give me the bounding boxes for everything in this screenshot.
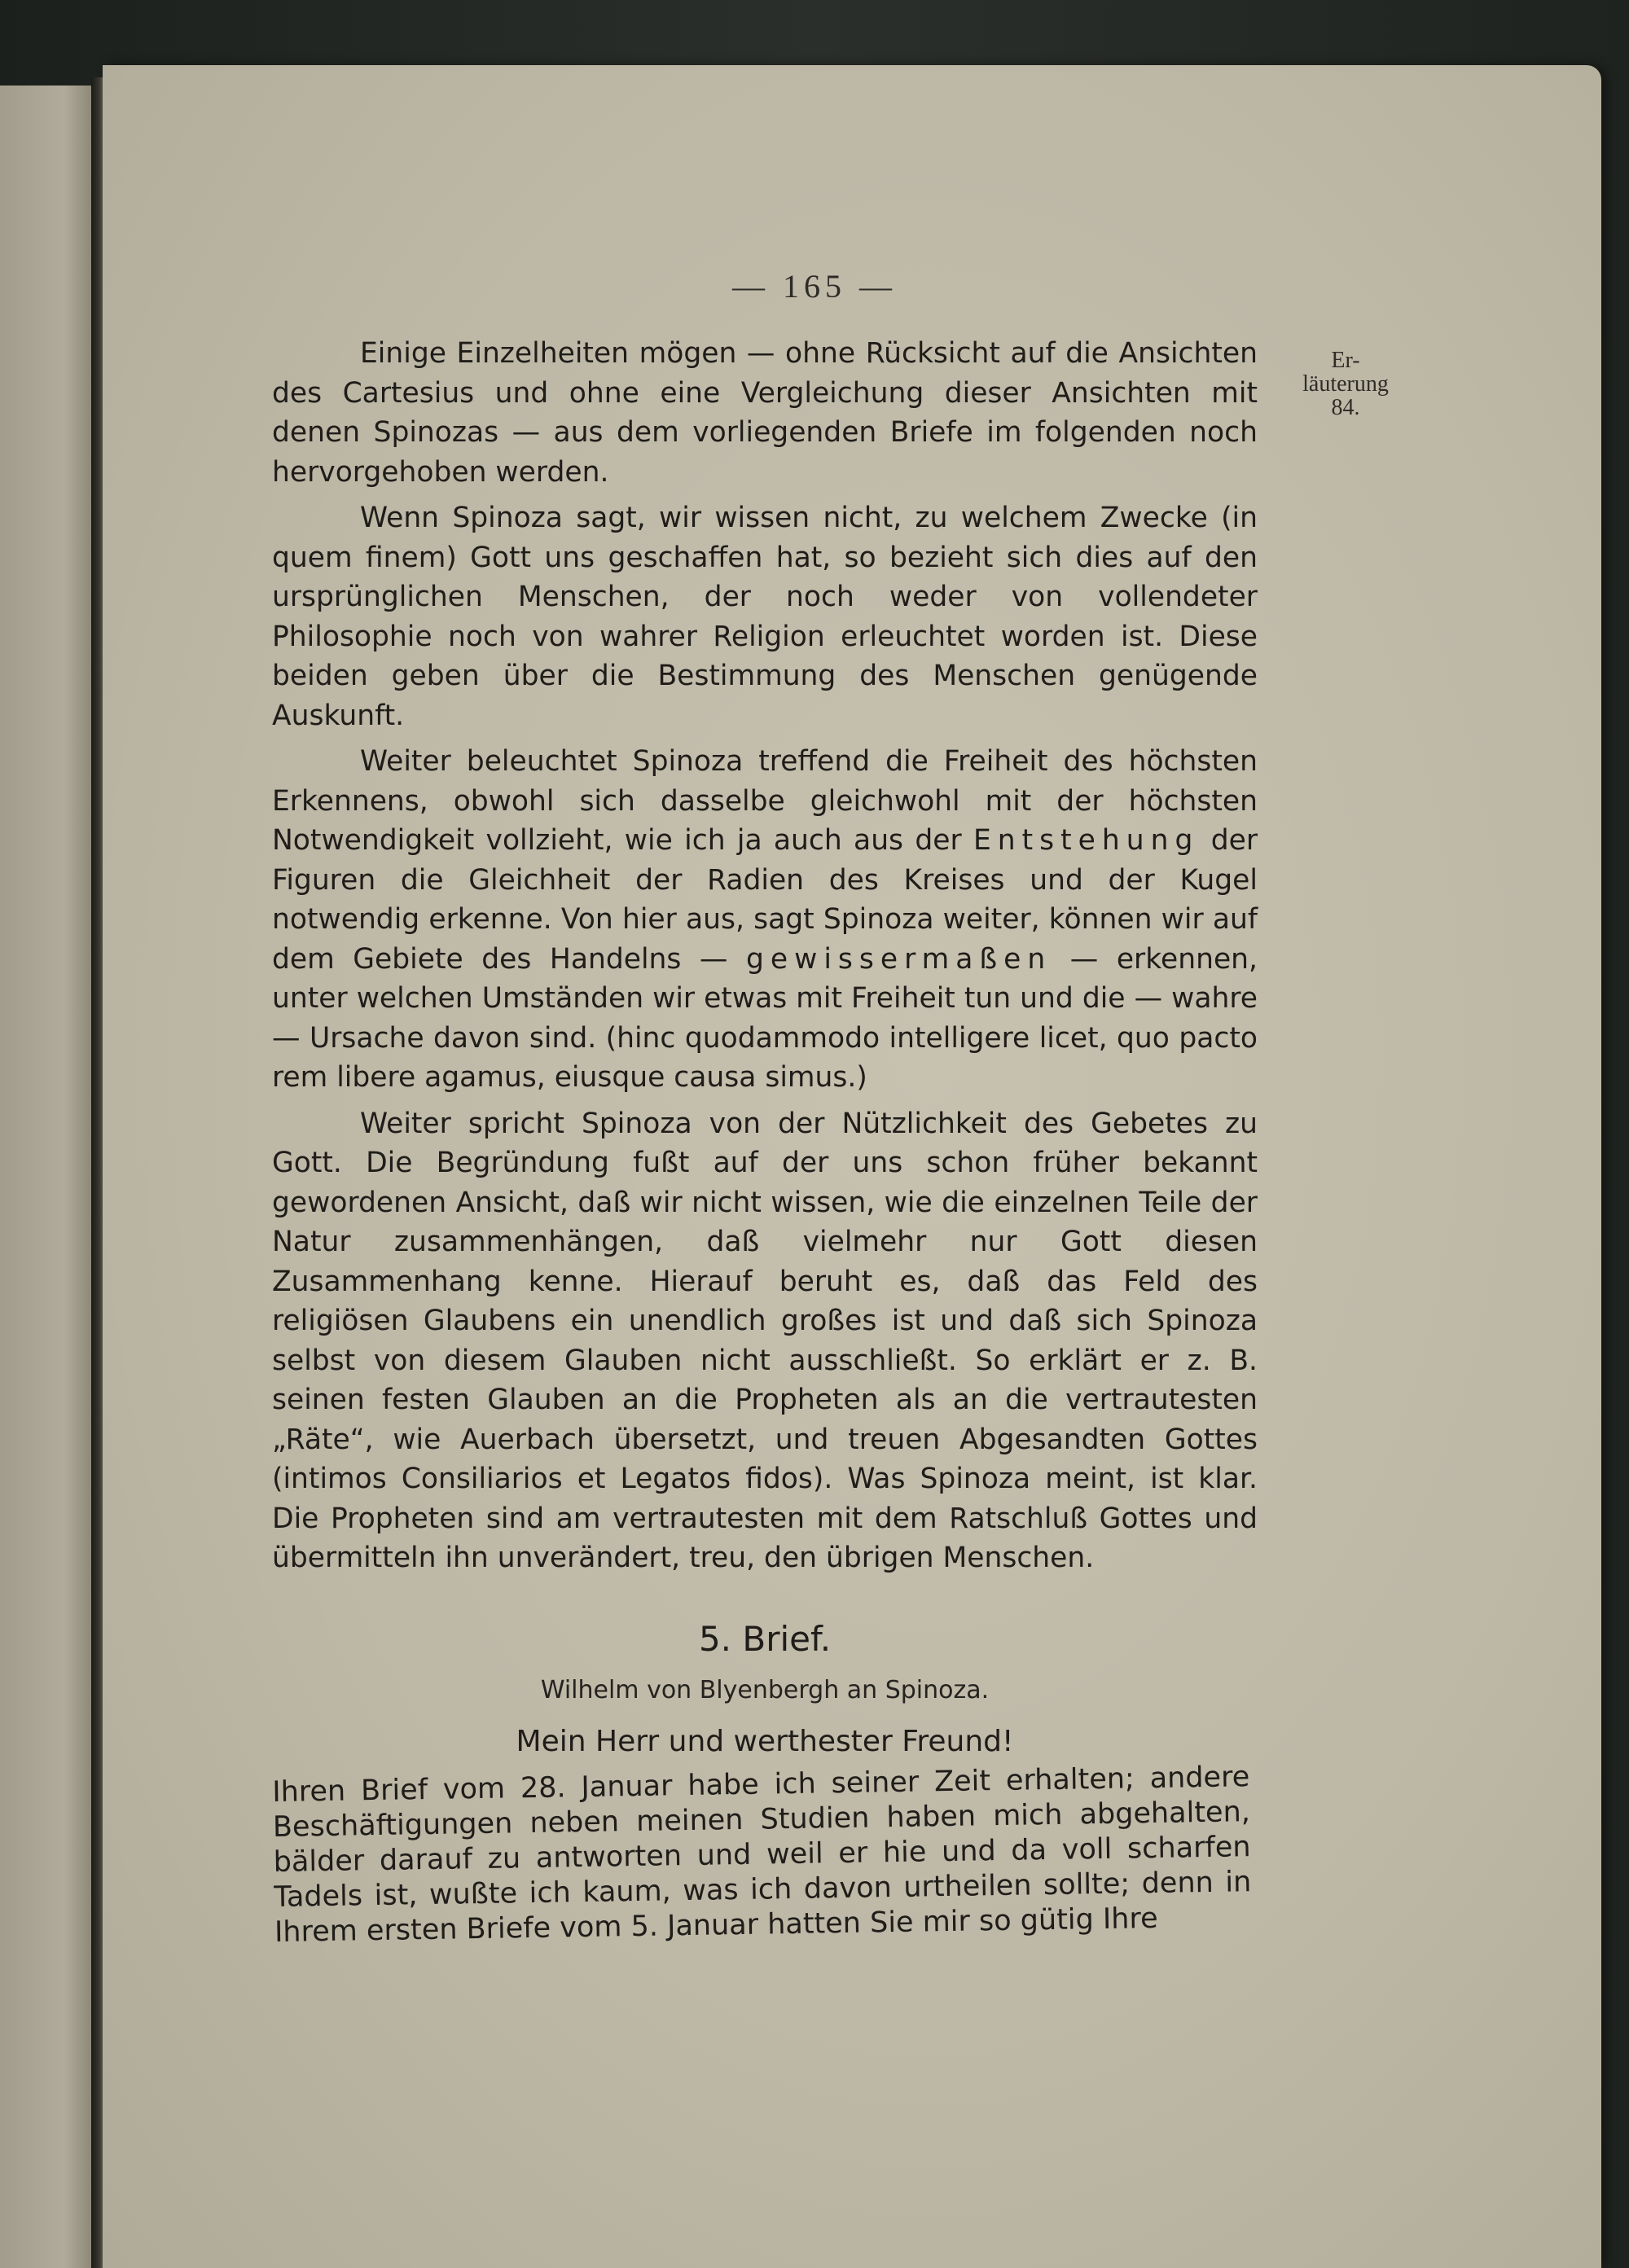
margin-note	[1277, 349, 1414, 419]
paragraph-einzelheiten	[272, 334, 1258, 492]
letter-body	[272, 1760, 1252, 1950]
paragraph-zwecke	[272, 498, 1258, 735]
paragraph-text: Weiter beleuchtet Spinoza treffend die Freiheit des höchsten Erkennens, obwohl sich dasselbe gleichwohl mit der höchsten Notwendigkeit vollzieht, wie ich ja auch aus der	[272, 745, 1258, 857]
page-number: — 165 —	[732, 268, 897, 305]
spaced-emphasis: gewissermaßen	[745, 942, 1052, 976]
margin-note-line: Er-	[1331, 348, 1360, 373]
paragraph-freiheit	[272, 742, 1258, 1098]
margin-note-line: 84.	[1331, 395, 1360, 420]
paragraph-text: — erkennen, unter welchen Umständen wir etwas mit Freiheit tun und die — wahre — Ursache davon sind. (hinc quodammodo intelligere licet, quo pacto rem libere agamus, eiusque causa simus.)	[272, 942, 1258, 1094]
paragraph-text: Einige Einzelheiten mögen — ohne Rücksicht auf die Ansichten des Cartesius und ohne eine Vergleichung dieser Ansichten mit denen Spinozas — aus dem vorliegenden Briefe im folgenden noch hervorgehoben werden.	[272, 337, 1258, 489]
spaced-emphasis: Entstehung	[973, 824, 1200, 857]
paragraph-text: der Figuren die Gleichheit der Radien des Kreises und der Kugel notwendig erkenne. Von hier aus, sagt Spinoza weiter, können wir auf dem Gebiete des Handelns —	[272, 824, 1258, 976]
paragraph-text: Wenn Spinoza sagt, wir wissen nicht, zu welchem Zwecke (in quem finem) Gott uns geschaffen hat, so bezieht sich dies auf den ursprünglichen Menschen, der noch weder von vollendeter Philosophie noch von wahrer Religion erleuchtet worden ist. Diese beiden geben über die Bestimmung des Menschen genügende Auskunft.	[272, 502, 1258, 732]
paragraph-text: Weiter spricht Spinoza von der Nützlichkeit des Gebetes zu Gott. Die Begründung fußt auf der uns schon früher bekannt gewordenen Ansicht, daß wir nicht wissen, wie die einzelnen Teile der Natur zusammenhängen, daß vielmehr nur Gott diesen Zusammenhang kenne. Hierauf beruht es, daß das Feld des religiösen Glaubens ein unendlich großes ist und daß sich Spinoza selbst von diesem Glauben nicht ausschließt. So erklärt er z. B. seinen festen Glauben an die Propheten als an die vertrautesten „Räte“, wie Auerbach übersetzt, und treuen Abgesandten Gottes (intimos Consiliarios et Legatos fidos). Was Spinoza meint, ist klar. Die Propheten sind am vertrautesten mit dem Ratschluß Gottes und übermitteln ihn unverändert, treu, den übrigen Menschen.	[272, 1107, 1258, 1574]
letter-paragraph: Ihren Brief vom 28. Januar habe ich seiner Zeit erhalten; andere Beschäftigungen neben meinen Studien haben mich abgehalten, bälder darauf zu antworten und weil er hie und da voll scharfen Tadels ist, wußte ich kaum, was ich davon urtheilen sollte; denn in Ihrem ersten Briefe vom 5. Januar hatten Sie mir so gütig Ihre	[272, 1761, 1252, 1949]
paragraph-gebet	[272, 1104, 1258, 1578]
margin-note-line: läuterung	[1302, 371, 1389, 397]
letter-subtitle: Wilhelm von Blyenbergh an Spinoza.	[540, 1676, 990, 1704]
body-text	[272, 334, 1258, 1585]
letter-salutation: Mein Herr und werthester Freund!	[516, 1725, 1014, 1758]
previous-page-edge	[0, 86, 91, 2268]
letter-heading: 5. Brief.	[698, 1619, 832, 1659]
